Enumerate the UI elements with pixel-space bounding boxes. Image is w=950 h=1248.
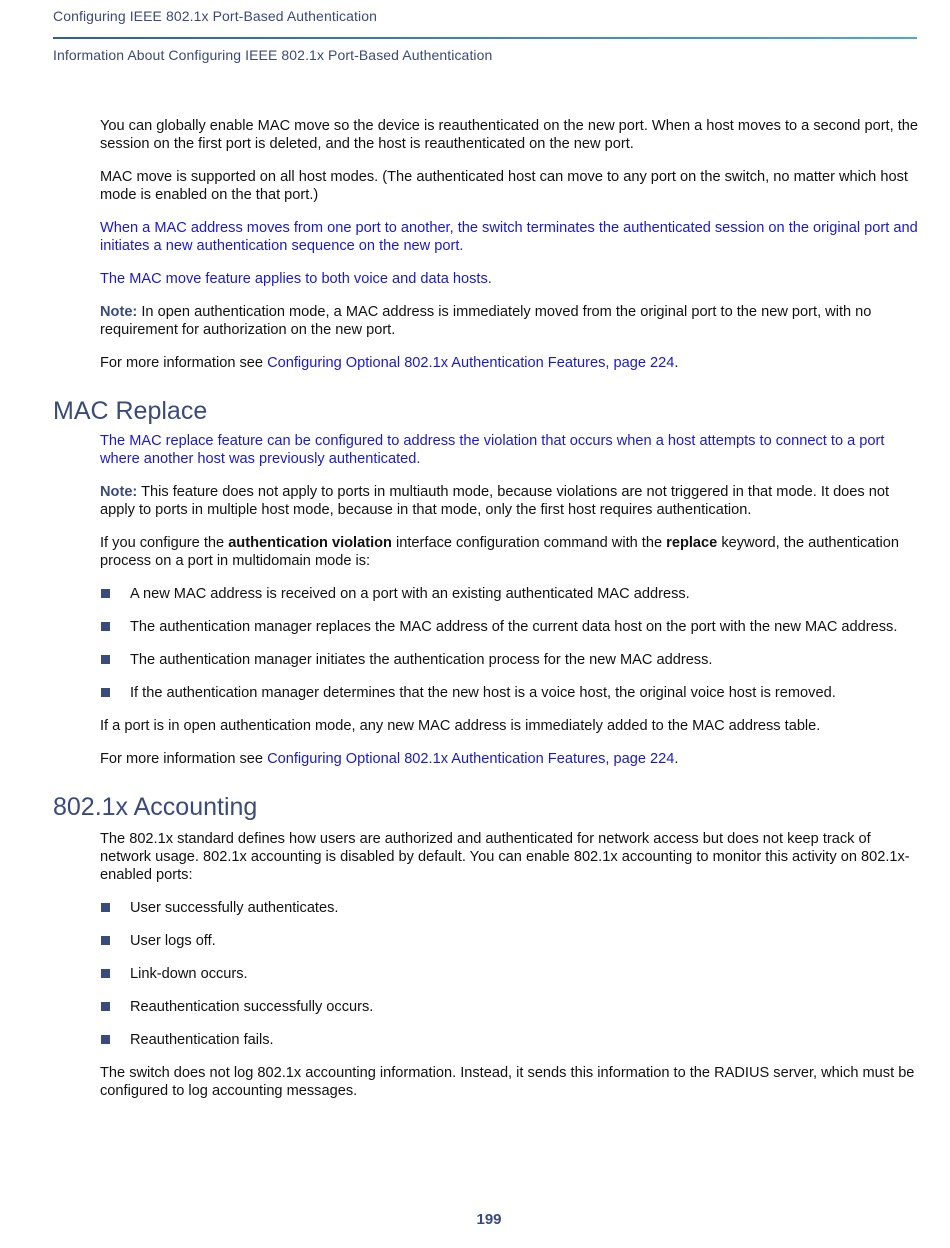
bullet-list <box>100 585 918 702</box>
list-item-text: Reauthentication successfully occurs. <box>130 999 374 1015</box>
list-item-text: Link-down occurs. <box>130 966 248 982</box>
paragraph: The 802.1x standard defines how users are authorized and authenticated for network access but does not keep track of network usage. 802.1x accounting is disabled by default. You can enable 802.1x accounting to monitor this activity on 802.1x-enabled ports: <box>100 831 910 883</box>
paragraph-highlight: The MAC replace feature can be configured to address the violation that occurs when a host attempts to connect to a port where another host was previously authenticated. <box>100 433 885 467</box>
note <box>100 483 918 519</box>
section-heading-mac-replace: MAC Replace <box>53 397 208 425</box>
list-item-text: A new MAC address is received on a port with an existing authenticated MAC address. <box>130 586 690 602</box>
square-bullet-icon <box>101 1035 110 1044</box>
note-text: In open authentication mode, a MAC address is immediately moved from the original port to the new port, with no requirement for authorization on the new port. <box>100 304 872 338</box>
page-body <box>53 117 919 1115</box>
more-info-prefix: For more information see <box>100 355 268 371</box>
list-item <box>100 932 918 950</box>
more-info-suffix: . <box>674 751 679 767</box>
paragraph: The switch does not log 802.1x accounting information. Instead, it sends this information to the RADIUS server, which must be configured to log accounting messages. <box>100 1065 915 1099</box>
square-bullet-icon <box>101 688 110 697</box>
square-bullet-icon <box>101 622 110 631</box>
command-name: authentication violation <box>228 535 392 551</box>
page-number: 199 <box>476 1211 502 1228</box>
square-bullet-icon <box>101 969 110 978</box>
paragraph-highlight: When a MAC address moves from one port to another, the switch terminates the authenticated session on the original port and initiates a new authentication sequence on the new port. <box>100 220 918 254</box>
square-bullet-icon <box>101 655 110 664</box>
paragraph-highlight: The MAC move feature applies to both voice and data hosts. <box>100 271 492 287</box>
note-label: Note: <box>100 484 138 500</box>
list-item <box>100 684 918 702</box>
header-rule <box>53 37 917 39</box>
more-info <box>100 354 918 372</box>
list-item-text: User successfully authenticates. <box>130 900 339 916</box>
keyword: replace <box>666 535 718 551</box>
paragraph: You can globally enable MAC move so the device is reauthenticated on the new port. When a host moves to a second port, the session on the first port is deleted, and the host is reauthenticated on the new port. <box>100 118 919 152</box>
paragraph: If a port is in open authentication mode, any new MAC address is immediately added to the MAC address table. <box>100 718 821 734</box>
running-header-section: Information About Configuring IEEE 802.1x Port-Based Authentication <box>53 47 493 63</box>
note-label: Note: <box>100 304 138 320</box>
more-info-prefix: For more information see <box>100 751 268 767</box>
more-info <box>100 750 918 768</box>
text-run: If you configure the <box>100 535 229 551</box>
square-bullet-icon <box>101 589 110 598</box>
running-header-chapter: Configuring IEEE 802.1x Port-Based Authentication <box>53 8 377 24</box>
list-item <box>100 965 918 983</box>
bullet-list <box>100 899 918 1049</box>
more-info-suffix: . <box>674 355 679 371</box>
paragraph: MAC move is supported on all host modes. (The authenticated host can move to any port on the switch, no matter which host mode is enabled on the that port.) <box>100 169 908 203</box>
note-text: This feature does not apply to ports in multiauth mode, because violations are not triggered in that mode. It does not apply to ports in multiple host mode, because in that mode, only the first host requires authentication. <box>100 484 890 518</box>
square-bullet-icon <box>101 903 110 912</box>
cross-reference-link[interactable]: Configuring Optional 802.1x Authentication Features, page 224 <box>267 751 675 767</box>
list-item <box>100 998 918 1016</box>
text-run: keyword, the authentication process on a port in multidomain mode is: <box>100 535 900 569</box>
list-item <box>100 1031 918 1049</box>
note <box>100 303 918 339</box>
paragraph <box>100 534 918 570</box>
list-item <box>100 585 918 603</box>
square-bullet-icon <box>101 1002 110 1011</box>
square-bullet-icon <box>101 936 110 945</box>
list-item <box>100 651 918 669</box>
section-heading-accounting: 802.1x Accounting <box>53 793 258 821</box>
list-item-text: Reauthentication fails. <box>130 1032 274 1048</box>
list-item-text: The authentication manager replaces the MAC address of the current data host on the port with the new MAC address. <box>130 619 898 635</box>
cross-reference-link[interactable]: Configuring Optional 802.1x Authentication Features, page 224 <box>267 355 675 371</box>
list-item <box>100 899 918 917</box>
list-item-text: If the authentication manager determines that the new host is a voice host, the original voice host is removed. <box>130 685 836 701</box>
list-item-text: The authentication manager initiates the authentication process for the new MAC address. <box>130 652 713 668</box>
list-item <box>100 618 918 636</box>
text-run: interface configuration command with the <box>391 535 667 551</box>
list-item-text: User logs off. <box>130 933 216 949</box>
